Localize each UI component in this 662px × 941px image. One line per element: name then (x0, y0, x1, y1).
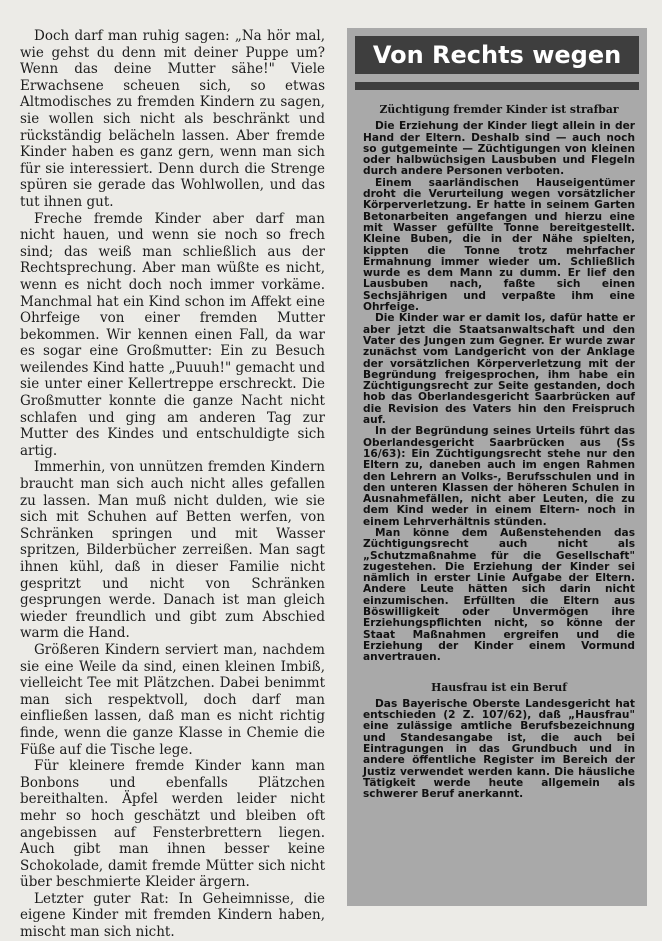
section-gap (363, 664, 635, 682)
article-paragraph: Doch darf man ruhig sagen: „Na hör mal, wie gehst du denn mit deiner Puppe um? Wenn das deine Mutter sähe!" Viele Erwachsene scheuen sich, so etwas Altmodisches zu fremden Kindern zu sagen, sie wollen sich nicht als beschränkt und rückständig belächeln lassen. Aber fremde Kinder haben es ganz gern, wenn man sich für sie interessiert. Denn durch die Strenge spüren sie gerade das Wohlwollen, und das tut ihnen gut. (20, 28, 325, 210)
sidebar-paragraph: Einem saarländischen Hauseigentümer droht die Verurteilung wegen vorsätzlicher Körperverletzung. Er hatte in seinem Garten Betonarbeiten angefangen und hierzu eine mit Wasser gefüllte Tonne bereitgestellt. Kleine Buben, die in der Nähe spielten, kippten die Tonne trotz mehrfacher Ermahnung immer wieder um. Schließlich wurde es dem Mann zu dumm. Er lief den Lausbuben nach, faßte sich einen Sechsjährigen und verpaßte ihm eine Ohrfeige. (363, 176, 635, 314)
legal-sidebar (347, 28, 647, 906)
article-paragraph: Für kleinere fremde Kinder kann man Bonbons und ebenfalls Plätzchen bereithalten. Äpfel werden leider nicht mehr so hoch geschätzt und bleiben oft angebissen auf Fensterbrettern liegen. Auch gibt man ihnen besser keine Schokolade, damit fremde Mütter sich nicht über beschmierte Kleider ärgern. (20, 758, 325, 891)
section-heading: Hausfrau ist ein Beruf (431, 680, 567, 694)
sidebar-paragraph: Die Kinder war er damit los, dafür hatte er aber jetzt die Staatsanwaltschaft und den Vater des Jungen zum Gegner. Er wurde zwar zunächst vom Landgericht von der Anklage der vorsätzlichen Körperverletzung mit der Begründung freigesprochen, ihm habe ein Züchtigungsrecht zur Seite gestanden, doch hob das Oberlandesgericht Saarbrücken auf die Revision des Vaters hin den Freispruch auf. (363, 312, 635, 427)
sidebar-paragraph: Das Bayerische Oberste Landesgericht hat entschieden (2 Z. 107/62), daß „Hausfrau" eine zulässige amtliche Berufsbezeichnung und Standesangabe ist, die auch bei Eintragungen in das Grundbuch und in andere öffentliche Register im Bereich der Justiz verwendet werden kann. Die häusliche Tätigkeit werde heute allgemein als schwerer Beruf anerkannt. (363, 697, 635, 801)
sidebar-paragraph: In der Begründung seines Urteils führt das Oberlandesgericht Saarbrücken aus (Ss 16/63): Ein Züchtigungsrecht stehe nur den Eltern zu, daneben auch im engen Rahmen den Lehrern an Volks-, Berufsschulen und in den unteren Klassen der höheren Schulen in Ausnahmefällen, nicht aber Leuten, die zu dem Kind weder in einem Eltern- noch in einem Lehrverhältnis stünden. (363, 425, 635, 528)
article-column (20, 28, 325, 941)
sidebar-body (363, 104, 635, 801)
sidebar-paragraph: Man könne dem Außenstehenden das Züchtigungsrecht auch nicht als „Schutzmaßnahme für die Gesellschaft" zugestehen. Die Erziehung der Kinder sei nämlich in erster Linie Aufgabe der Eltern. Andere Leute hätten sich darin nicht einzumischen. Erfüllten die Eltern aus Böswilligkeit oder Unvermögen ihre Erziehungspflichten nicht, so könne der Staat Maßnahmen ergreifen und die Erziehung der Kinder einem Vormund anvertrauen. (363, 526, 635, 664)
sidebar-paragraph: Die Erziehung der Kinder liegt allein in der Hand der Eltern. Deshalb sind — auch noch so gutgemeinte — Züchtigungen von kleinen oder halbwüchsigen Lausbuben und Flegeln durch andere Personen verboten. (363, 120, 635, 178)
article-paragraph: Freche fremde Kinder aber darf man nicht hauen, und wenn sie noch so frech sind; das weiß man schließlich aus der Rechtsprechung. Aber man wüßte es nicht, wenn es nicht doch noch immer vorkäme. Manchmal hat ein Kind schon im Affekt eine Ohrfeige von einer fremden Mutter bekommen. Wir kennen einen Fall, da war es sogar eine Großmutter: Ein zu Besuch weilendes Kind hatte „Puuuh!" gemacht und sie unter einer Kellertreppe erschreckt. Die Großmutter konnte die ganze Nacht nicht schlafen und ging am anderen Tag zur Mutter des Kindes und entschuldigte sich artig. (20, 210, 325, 459)
article-paragraph: Immerhin, von unnützen fremden Kindern braucht man sich auch nicht alles gefallen zu lassen. Man muß nicht dulden, wie sie sich mit Schuhen auf Betten werfen, von Schränken springen und mit Wasser spritzen, Bilderbücher zerreißen. Man sagt ihnen kühl, daß in dieser Familie nicht gespritzt und nicht von Schränken gesprungen werde. Danach ist man gleich wieder freundlich und gibt zum Abschied warm die Hand. (20, 459, 325, 642)
section-heading: Züchtigung fremder Kinder ist strafbar (379, 103, 619, 116)
article-paragraph: Letzter guter Rat: In Geheimnisse, die eigene Kinder mit fremden Kindern haben, mischt man sich nicht. (20, 890, 325, 941)
sidebar-divider (355, 82, 639, 90)
article-paragraph: Größeren Kindern serviert man, nachdem sie eine Weile da sind, einen kleinen Imbiß, vielleicht Tee mit Plätzchen. Dabei benimmt man sich respektvoll, doch darf man einfließen lassen, daß man es nicht richtig finde, wenn die ganze Klasse in Chemie die Füße auf die Tische lege. (20, 641, 325, 758)
sidebar-title: Von Rechts wegen (355, 36, 639, 74)
